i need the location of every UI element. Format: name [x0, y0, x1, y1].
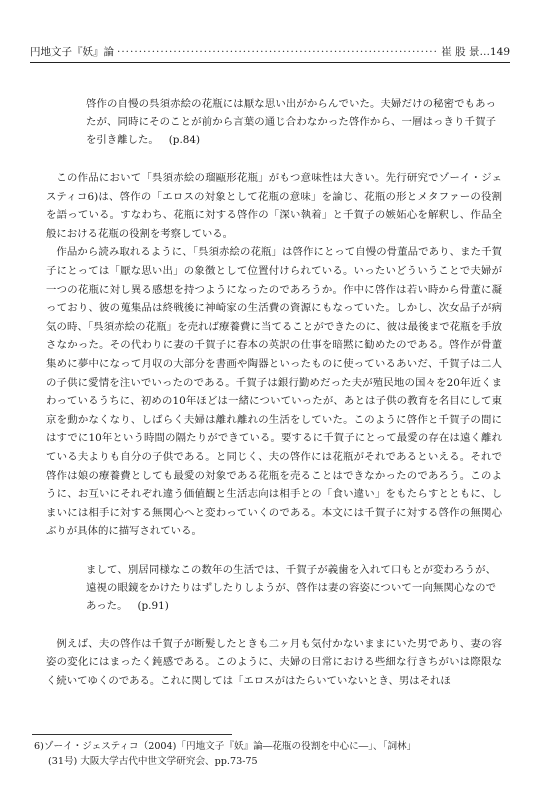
running-title: 円地文子『妖』論	[30, 46, 114, 58]
footnote-rule	[32, 734, 232, 735]
quote-1-text: 啓作の自慢の呉須赤絵の花瓶には厭な思い出がからんでいた。夫婦だけの秘密でもあったが、同時にそのことが前から言葉の通じ合わなかった啓作から、一層はっきり千賀子を引き離した。	[86, 98, 496, 146]
main-text	[46, 95, 502, 691]
quote-2-text: まして、別居同様なこの数年の生活では、千賀子が義歯を入れて口もとが変わろうが、遠視の眼鏡をかけたりはずしたりしようが、啓作は妻の容姿について一向無関心なのであった。	[86, 563, 496, 612]
block-quote-2	[86, 561, 496, 615]
quote-1-ref: (p.84)	[168, 134, 201, 146]
footnote-line-1: 6)ゾーイ・ジェスティコ（2004)「円地文子『妖』論―花瓶の役割を中心に―」、「詞林」	[34, 741, 417, 752]
spacer	[46, 541, 502, 561]
spacer	[46, 149, 502, 169]
leader-dots	[117, 46, 438, 58]
paragraph-2: 作品から読み取れるように、「呉須赤絵の花瓶」は啓作にとって自慢の骨董品であり、また千賀子にとっては「厭な思い出」の象徴として位置付けられている。いったいどういうことで夫婦が一つの花瓶に対し異る感想を持つようになったのであろうか。作中に啓作は若い時から骨董に凝っており、彼の蒐集品は終戦後に神崎家の生活費の資源にもなっていた。しかし、次女品子が病気の時、「呉須赤絵の花瓶」を売れば療養費に当てることができたのに、彼は最後まで花瓶を手放さなかった。その代わりに妻の千賀子に春本の英訳の仕事を暗黙に勧めたのである。啓作が骨董集めに夢中になって月収の大部分を書画や陶器といったものに使っているあいだ、千賀子は二人の子供に愛情を注いでいったのである。千賀子は銀行勤めだった夫が殖民地の国々を20年近くまわっているうちに、初めの10年ほどは一緒についていったが、あとは子供の教育を名目にして東京を動かなくなり、しばらく夫婦は離れ離れの生活をしていた。このように啓作と千賀子の間にはすでに10年という時間の隔たりができている。要するに千賀子にとって最愛の存在は遠く離れている夫よりも自分の子供である。と同じく、夫の啓作には花瓶がそれであるといえる。それで啓作は娘の療養費としても最愛の対象である花瓶を売ることはできなかったのであろう。このように、お互いにそれぞれ違う価値観と生活志向は相手との「食い違い」をもたらすとともに、しまいには相手に対する無関心へと変わっていくのである。本文には千賀子に対する啓作の無関心ぶりが具体的に描写されている。	[46, 246, 502, 538]
paragraph-3: 例えば、夫の啓作は千賀子が断髪したときも二ヶ月も気付かないままにいた男であり、妻の容姿の変化にはまったく鈍感である。このように、夫婦の日常における些細な行きちがいは際限なく続いてゆくのである。これに関しては「エロスがはたらいていないとき、男はそれほ	[46, 637, 502, 688]
author-page-number: 崔 股 景…149	[441, 46, 510, 58]
quote-2-ref: (p.91)	[137, 599, 169, 612]
header-rule	[30, 62, 510, 63]
footnote-line-2: (31号) 大阪大学古代中世文学研究会、pp.73-75	[48, 756, 258, 767]
running-header	[30, 44, 510, 59]
paragraph-1: この作品において「呉須赤絵の瑠甌形花瓶」がもつ意味性は大きい。先行研究でゾーイ・ジェスティコ6)は、啓作の「エロスの対象として花瓶の意味」を論じ、花瓶の形とメタファーの役割を語っている。すなわち、花瓶に対する啓作の「深い執着」と千賀子の嫉妬心を解釈し、作品全般における花瓶の役割を考察している。	[46, 172, 502, 240]
footnote	[34, 739, 506, 769]
spacer	[46, 615, 502, 635]
block-quote-1	[86, 95, 496, 149]
